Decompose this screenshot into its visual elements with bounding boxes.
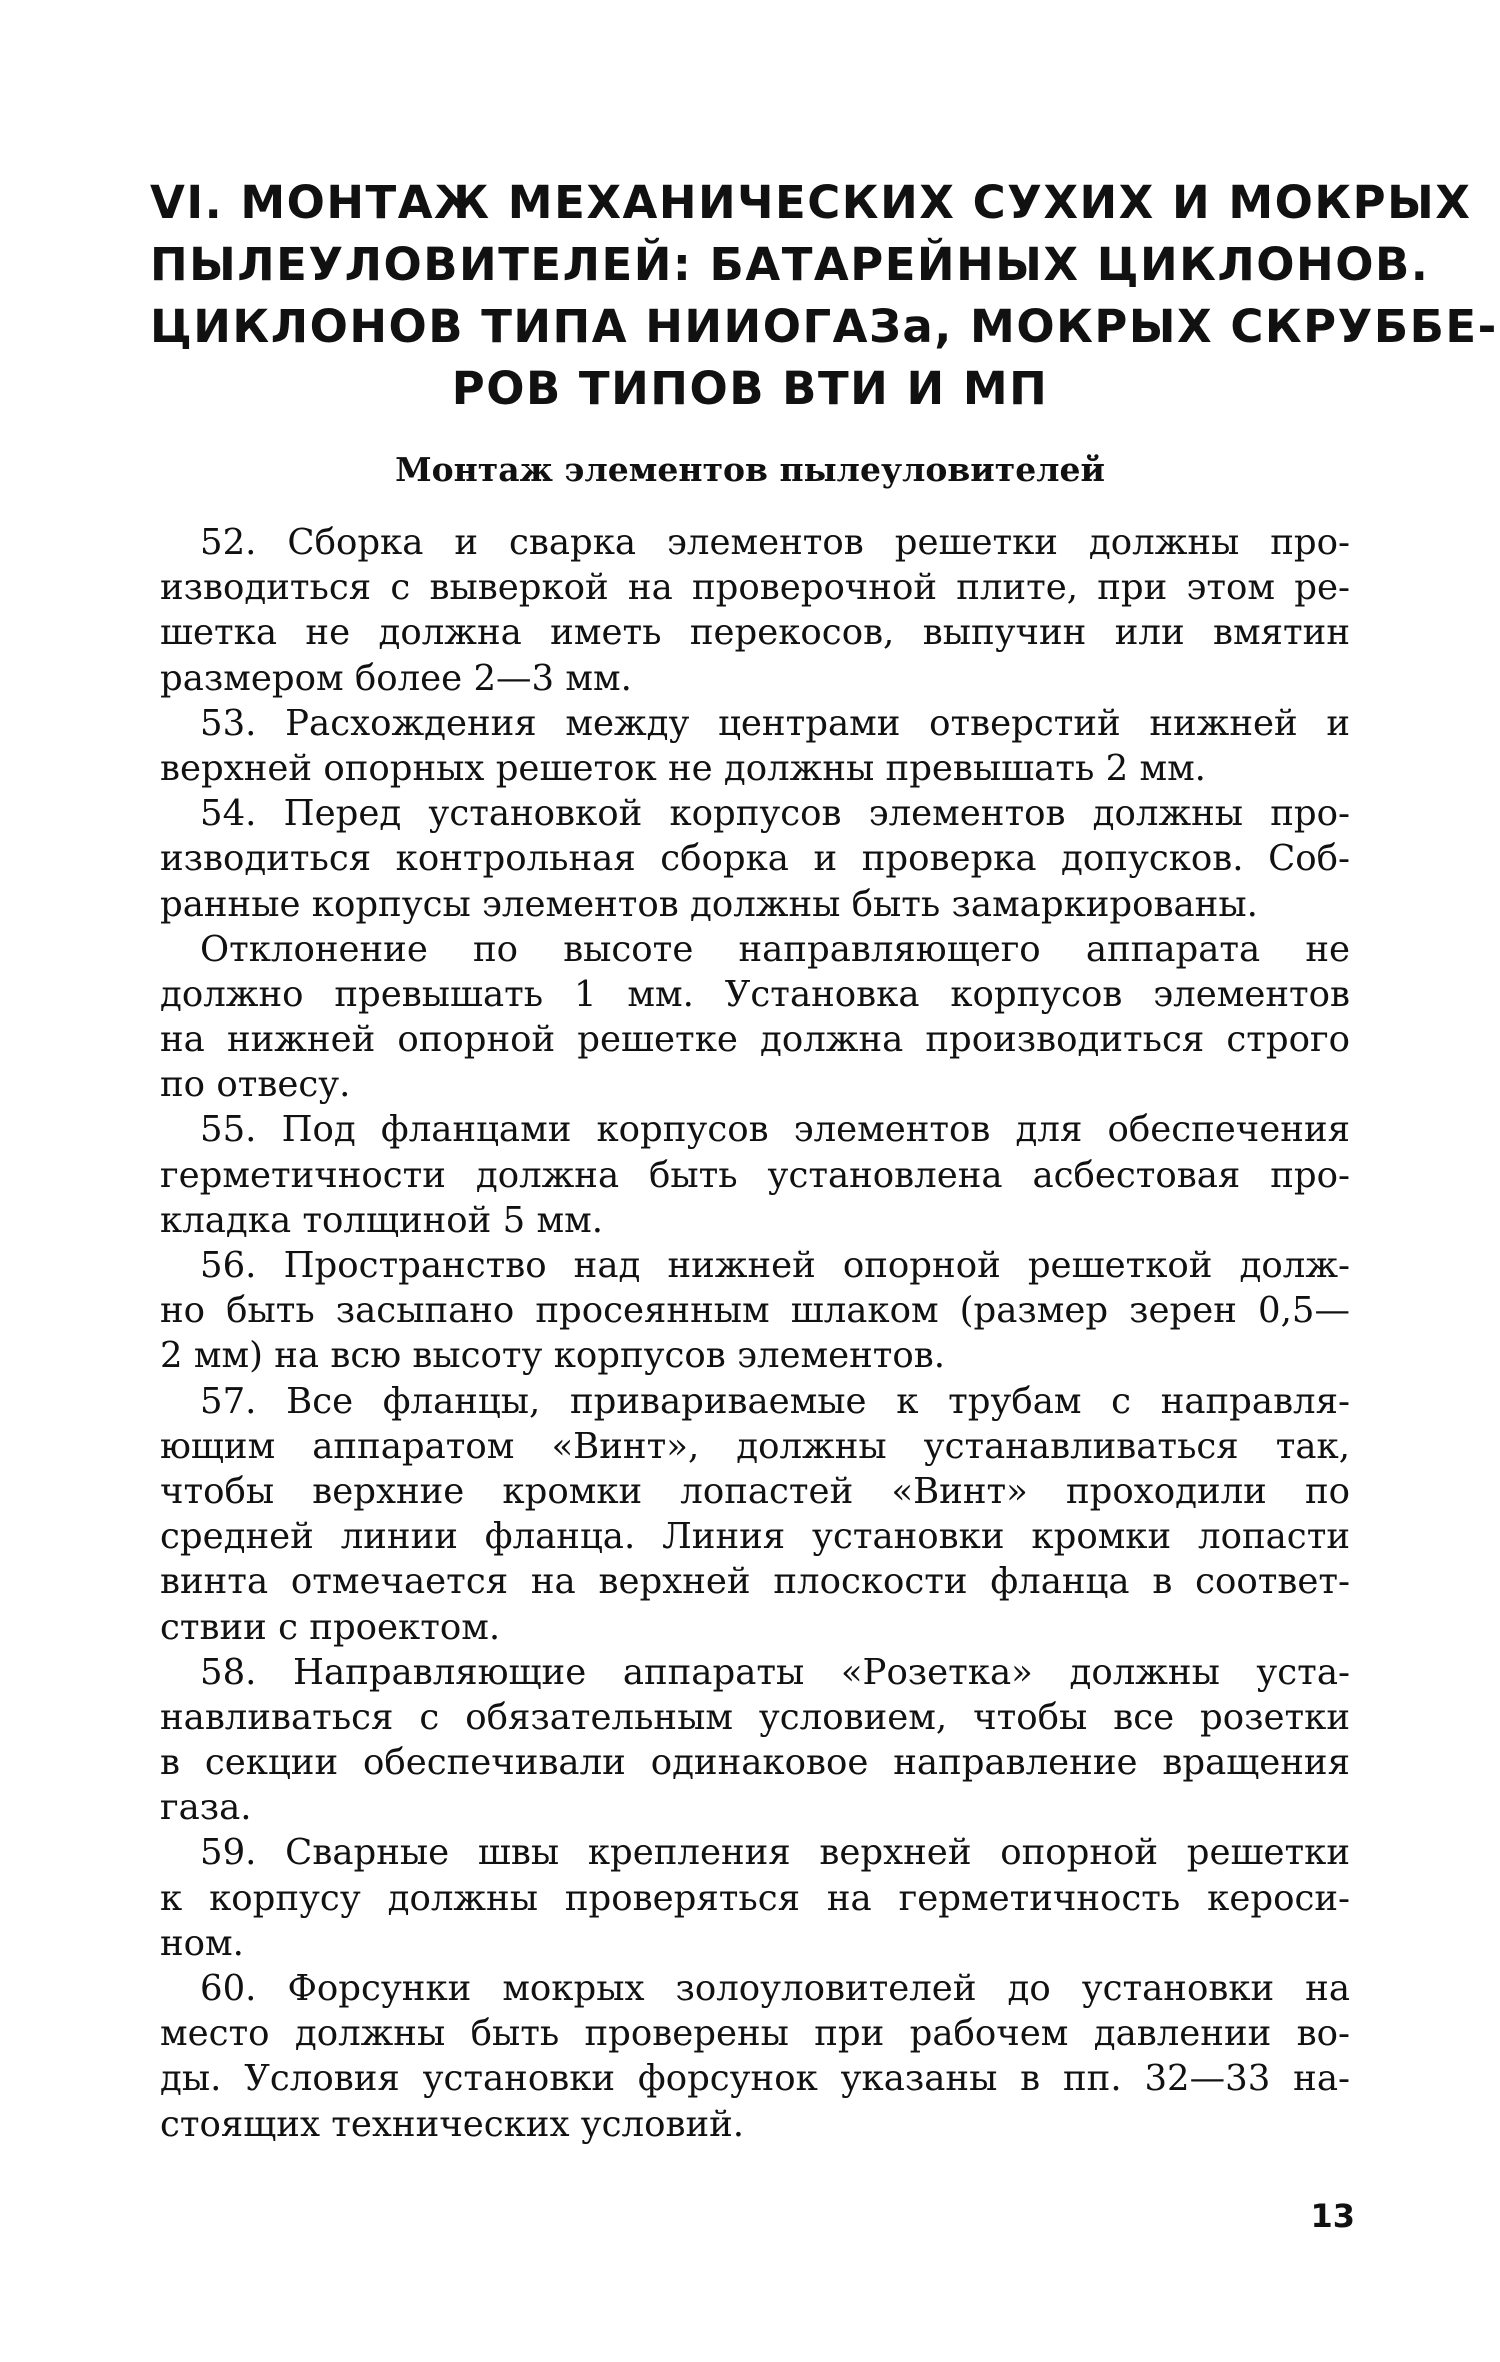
text-line: 55. Под фланцами корпусов элементов для обеспечения [200, 1109, 1350, 1151]
text-line: 58. Направляющие аппараты «Розетка» должны уста- [200, 1651, 1350, 1693]
chapter-title-line: ЦИКЛОНОВ ТИПА НИИОГАЗа, МОКРЫХ СКРУББЕ- [150, 300, 1498, 353]
text-line: верхней опорных решеток не должны превышать 2 мм. [160, 747, 1206, 789]
text-line: 57. Все фланцы, привариваемые к трубам с направля- [200, 1380, 1350, 1422]
text-line: навливаться с обязательным условием, чтобы все розетки [160, 1696, 1350, 1738]
text-line: шетка не должна иметь перекосов, выпучин или вмятин [160, 612, 1350, 654]
text-line: средней линии фланца. Линия установки кромки лопасти [160, 1516, 1350, 1558]
text-line: Отклонение по высоте направляющего аппарата не [200, 928, 1350, 970]
text-line: на нижней опорной решетке должна производиться строго [160, 1019, 1350, 1061]
text-line: ранные корпусы элементов должны быть замаркированы. [160, 883, 1258, 925]
text-line: 52. Сборка и сварка элементов решетки должны про- [200, 522, 1350, 563]
text-line: размером более 2—3 мм. [160, 657, 632, 699]
chapter-title-line: ПЫЛЕУЛОВИТЕЛЕЙ: БАТАРЕЙНЫХ ЦИКЛОНОВ. [150, 238, 1430, 291]
text-line: 53. Расхождения между центрами отверстий нижней и [200, 702, 1350, 744]
text-line: должно превышать 1 мм. Установка корпусов элементов [160, 973, 1350, 1015]
text-line: в секции обеспечивали одинаковое направление вращения [160, 1742, 1350, 1784]
text-line: к корпусу должны проверяться на герметичность кероси- [160, 1877, 1350, 1919]
text-line: ствии с проектом. [160, 1606, 501, 1648]
text-line: стоящих технических условий. [160, 2103, 745, 2145]
text-line: ды. Условия установки форсунок указаны в пп. 32—33 на- [160, 2058, 1350, 2100]
chapter-title-line: РОВ ТИПОВ ВТИ И МП [451, 362, 1049, 415]
text-line: ющим аппаратом «Винт», должны устанавливаться так, [160, 1425, 1350, 1467]
text-line: 2 мм) на всю высоту корпусов элементов. [160, 1335, 946, 1377]
text-line: чтобы верхние кромки лопастей «Винт» проходили по [160, 1470, 1350, 1512]
text-line: кладка толщиной 5 мм. [160, 1199, 603, 1241]
chapter-title-line: VI. МОНТАЖ МЕХАНИЧЕСКИХ СУХИХ И МОКРЫХ [150, 176, 1472, 229]
text-line: 56. Пространство над нижней опорной решеткой долж- [200, 1245, 1350, 1286]
section-heading: Монтаж элементов пылеуловителей [395, 450, 1105, 489]
text-line: 54. Перед установкой корпусов элементов должны про- [200, 793, 1350, 835]
text-line: место должны быть проверены при рабочем давлении во- [160, 2013, 1350, 2055]
page-number: 13 [1310, 2197, 1355, 2235]
text-line: винта отмечается на верхней плоскости фланца в соответ- [160, 1561, 1350, 1603]
body-text [160, 520, 1350, 2147]
text-line: герметичности должна быть установлена асбестовая про- [160, 1154, 1350, 1196]
text-line: по отвесу. [160, 1064, 351, 1106]
text-line: изводиться контрольная сборка и проверка допусков. Соб- [160, 838, 1350, 880]
text-line: но быть засыпано просеянным шлаком (размер зерен 0,5— [160, 1290, 1350, 1332]
text-line: изводиться с выверкой на проверочной плите, при этом ре- [160, 567, 1350, 609]
chapter-title [150, 172, 1498, 420]
text-line: газа. [160, 1787, 252, 1829]
text-line: 59. Сварные швы крепления верхней опорной решетки [200, 1832, 1350, 1874]
text-line: ном. [160, 1922, 244, 1964]
text-line: 60. Форсунки мокрых золоуловителей до установки на [200, 1968, 1350, 2009]
